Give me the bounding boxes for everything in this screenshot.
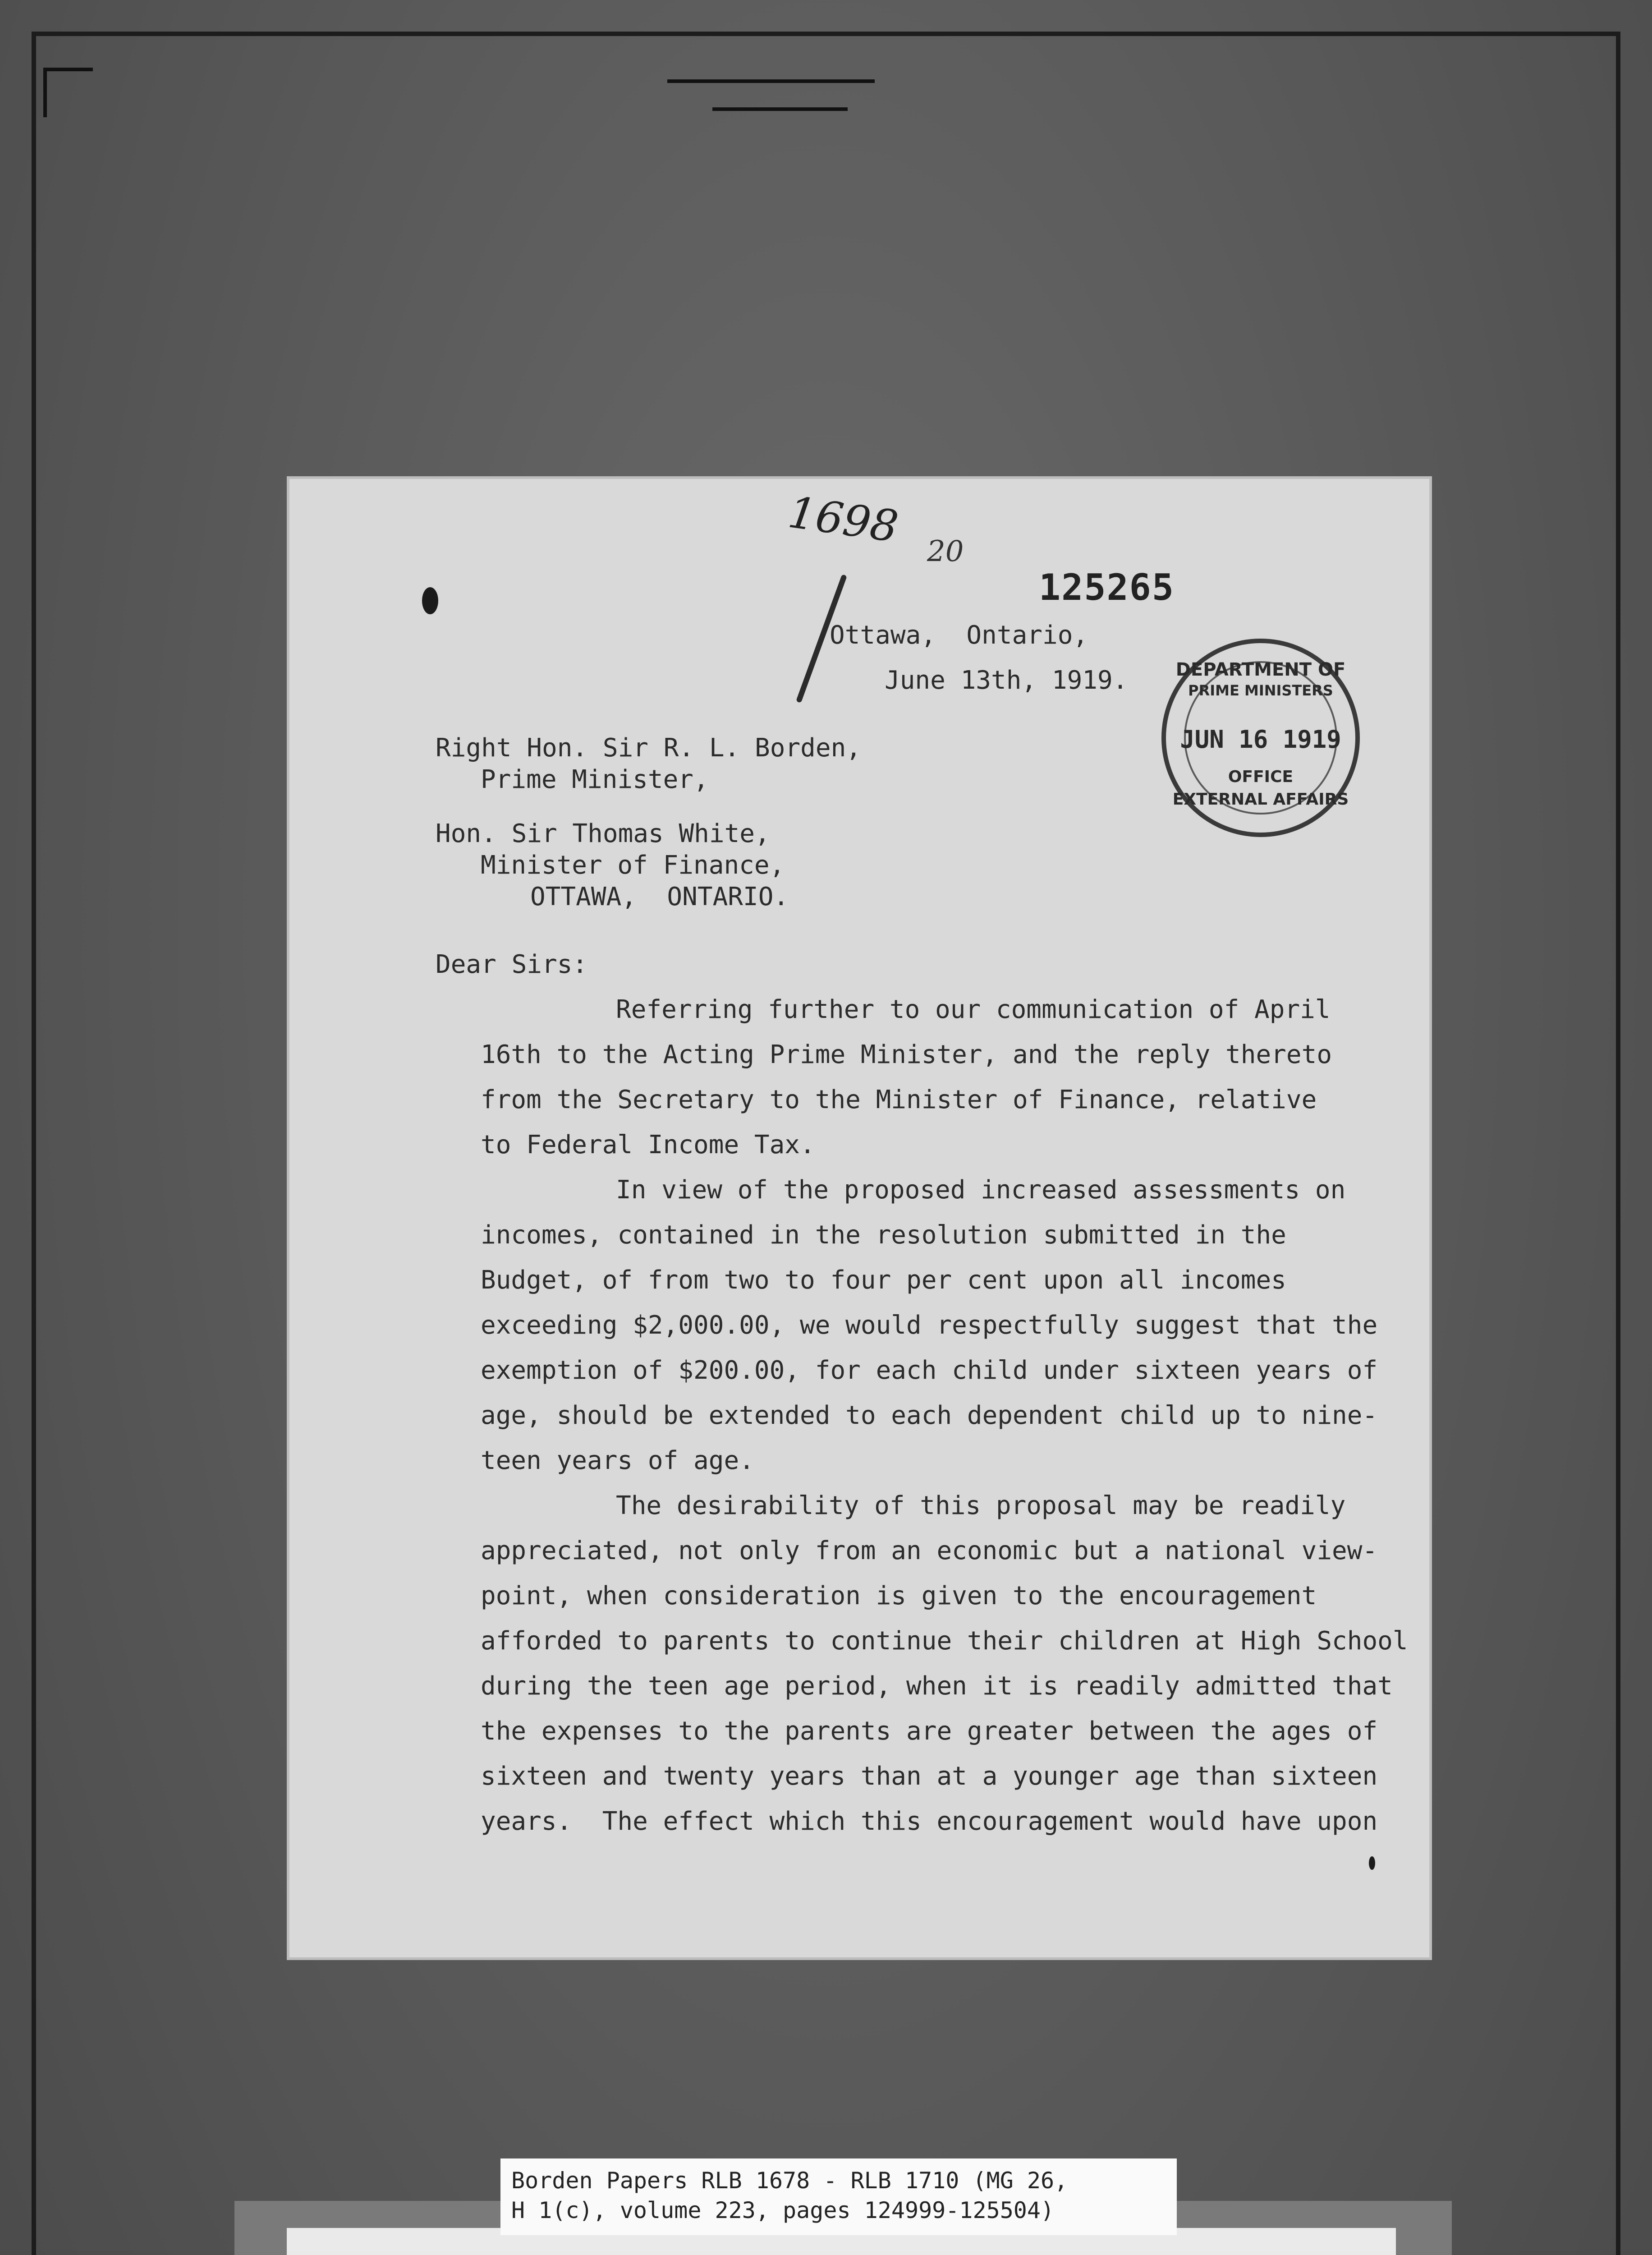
frame-top-mark [667,79,875,83]
body-line: exceeding $2,000.00, we would respectfully suggest that the [481,1311,1378,1340]
body-line: exemption of $200.00, for each child under sixteen years of [481,1356,1378,1385]
letter-place: Ottawa, Ontario, [830,621,1088,650]
stamp-date: JUN 16 1919 [1180,725,1341,754]
addressee-1-name: Right Hon. Sir R. L. Borden, [436,733,862,763]
frame-top-mark [712,107,848,111]
body-line: In view of the proposed increased assessments on [616,1175,1346,1205]
body-line: teen years of age. [481,1446,754,1475]
body-line: The desirability of this proposal may be readily [616,1491,1346,1520]
body-line: the expenses to the parents are greater between the ages of [481,1717,1378,1746]
body-line: Referring further to our communication of April [616,995,1331,1024]
letter-page [287,476,1432,1960]
stamp-department-text: DEPARTMENT OF [1175,659,1346,680]
ink-mark [1369,1856,1375,1870]
stamp-subtitle-text: PRIME MINISTERS [1188,682,1333,699]
body-line: age, should be extended to each dependent child up to nine- [481,1401,1378,1430]
stamp-bottom-text: EXTERNAL AFFAIRS [1172,790,1349,809]
body-line: 16th to the Acting Prime Minister, and the reply thereto [481,1040,1332,1069]
body-line: appreciated, not only from an economic but a national view- [481,1536,1378,1565]
body-line: afforded to parents to continue their children at High School [481,1626,1408,1656]
body-line: years. The effect which this encouragement would have upon [481,1807,1378,1836]
body-line: from the Secretary to the Minister of Finance, relative [481,1085,1317,1114]
frame-corner-mark [43,68,47,117]
addressee-1-title: Prime Minister, [481,765,709,794]
frame-corner-mark [43,68,93,71]
department-stamp [1161,639,1360,837]
addressee-2-city: OTTAWA, ONTARIO. [530,882,789,911]
stamp-office-text: OFFICE [1228,768,1294,786]
letter-date: June 13th, 1919. [885,666,1128,695]
body-line: sixteen and twenty years than at a younger age than sixteen [481,1762,1378,1791]
handwritten-number: 1698 [785,487,901,552]
ink-blot [422,587,438,614]
caption-line: H 1(c), volume 223, pages 124999-125504) [511,2197,1055,2223]
caption-line: Borden Papers RLB 1678 - RLB 1710 (MG 26, [511,2168,1068,2194]
addressee-2-name: Hon. Sir Thomas White, [436,819,770,848]
body-line: Budget, of from two to four per cent upon all incomes [481,1266,1286,1295]
body-line: during the teen age period, when it is readily admitted that [481,1671,1393,1701]
handwritten-note: 20 [927,535,964,568]
salutation: Dear Sirs: [436,950,588,979]
addressee-2-title: Minister of Finance, [481,851,785,880]
document-number: 125265 [1039,566,1175,608]
body-line: to Federal Income Tax. [481,1130,815,1160]
body-line: point, when consideration is given to the encouragement [481,1581,1317,1611]
body-line: incomes, contained in the resolution submitted in the [481,1220,1286,1250]
reference-caption-overlay [500,2158,1177,2235]
